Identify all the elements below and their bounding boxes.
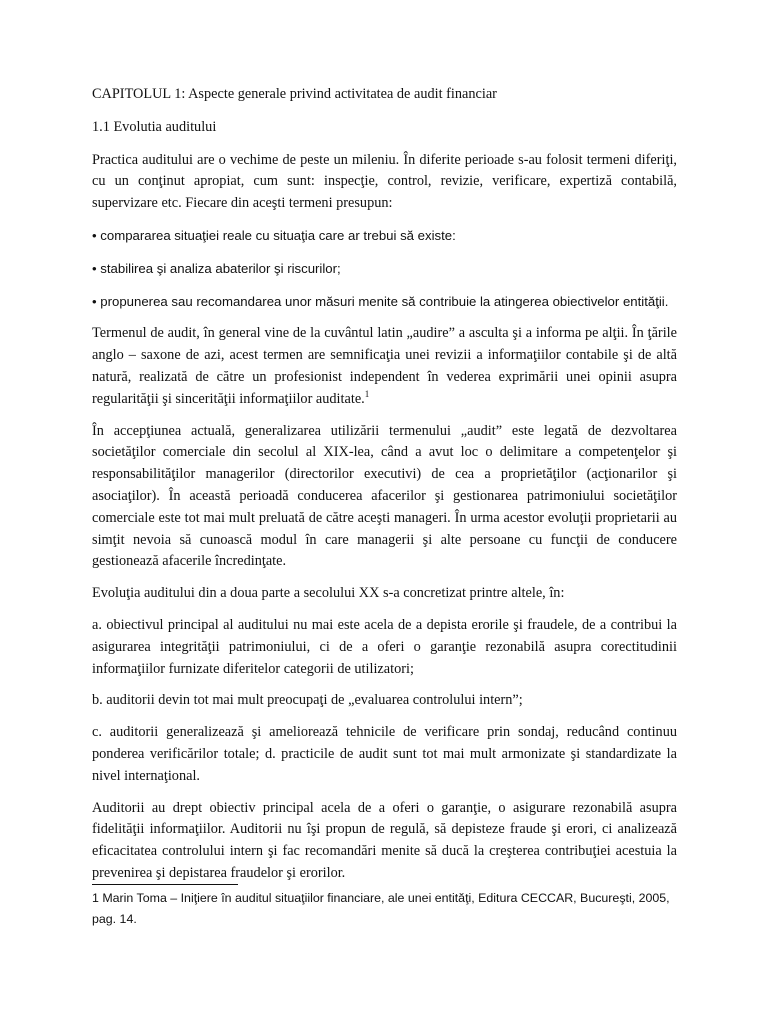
paragraph-current-meaning: În accepţiunea actuală, generalizarea utilizării termenului „audit” este legată de dezvoltarea societăţilor comerciale din secolul al XIX-lea, când a avut loc o delimitare a competenţelor şi responsabilităţilor managerilor (directorilor executivi) de cea a proprietăţilor (acţionarilor şi asociaţilor). În această perioadă conducerea afacerilor şi gestionarea patrimoniului societăţilor comerciale este tot mai mult preluată de către aceşti manageri. În urma acestor evoluţii proprietarii au simţit nevoia să cunoască modul în care managerii şi alte persoane cu funcţii de conducere gestionează afacerile încredinţate.	[92, 422, 677, 570]
paragraph-audit-term	[92, 323, 677, 410]
footnote-divider	[92, 884, 238, 885]
bullet-item-2: • stabilirea şi analiza abaterilor şi riscurilor;	[92, 260, 341, 276]
chapter-title: CAPITOLUL 1: Aspecte generale privind activitatea de audit financiar	[92, 86, 497, 102]
paragraph-intro: Practica auditului are o vechime de peste un mileniu. În diferite perioade s-au folosit termeni diferiţi, cu un conţinut apropiat, cum sunt: inspecţie, control, revizie, verificare, expertiză contabilă, supervizare etc. Fiecare din aceşti termeni presupun:	[92, 151, 677, 212]
paragraph-evolution-intro: Evoluţia auditului din a doua parte a secolului XX s-a concretizat printre altele, în:	[92, 585, 565, 602]
paragraph-audit-term-text: Termenul de audit, în general vine de la cuvântul latin „audire” a asculta şi a informa pe alţii. În ţările anglo – saxone de azi, acest termen are semnificaţia unei revizii a informaţiilor contabile şi de altă natură, realizată de către un profesionist independent în vederea exprimării unei opinii asupra regularităţii şi sincerităţii informaţiilor auditate.	[92, 325, 677, 407]
list-item-c: c. auditorii generalizează şi ameliorează tehnicile de verificare prin sondaj, reducând continuu ponderea verificărilor totale; d. practicile de audit sunt tot mai mult armonizate şi standardizate la nivel internaţional.	[92, 724, 677, 784]
bullet-item-1: • compararea situaţiei reale cu situaţia care ar trebui să existe:	[92, 227, 456, 243]
footnote: 1 Marin Toma – Iniţiere în auditul situaţiilor financiare, ale unei entităţi, Editura CECCAR, Bucureşti, 2005, pag. 14.	[92, 891, 670, 926]
list-item-b: b. auditorii devin tot mai mult preocupaţi de „evaluarea controlului intern”;	[92, 692, 523, 709]
list-item-a: a. obiectivul principal al auditului nu mai este acela de a depista erorile şi fraudele, de a contribui la asigurarea integrităţii patrimoniului, ci de a oferi o garanţie rezonabilă asupra corectitudinii informaţiilor furnizate diferitelor categorii de utilizatori;	[92, 616, 677, 677]
paragraph-conclusion: Auditorii au drept obiectiv principal acela de a oferi o garanţie, o asigurare rezonabilă asupra fidelităţii informaţiilor. Auditorii nu îşi propun de regulă, să depisteze fraude şi erori, ci analizează eficacitatea controlului intern şi fac recomandări menite să ducă la creşterea contribuţiei acestuia la prevenirea şi depistarea fraudelor şi erorilor.	[92, 799, 677, 881]
section-title: 1.1 Evolutia auditului	[92, 118, 217, 135]
footnote-reference: 1	[364, 389, 370, 399]
bullet-item-3: • propunerea sau recomandarea unor măsuri menite să contribuie la atingerea obiectivelor entităţii.	[92, 293, 669, 309]
